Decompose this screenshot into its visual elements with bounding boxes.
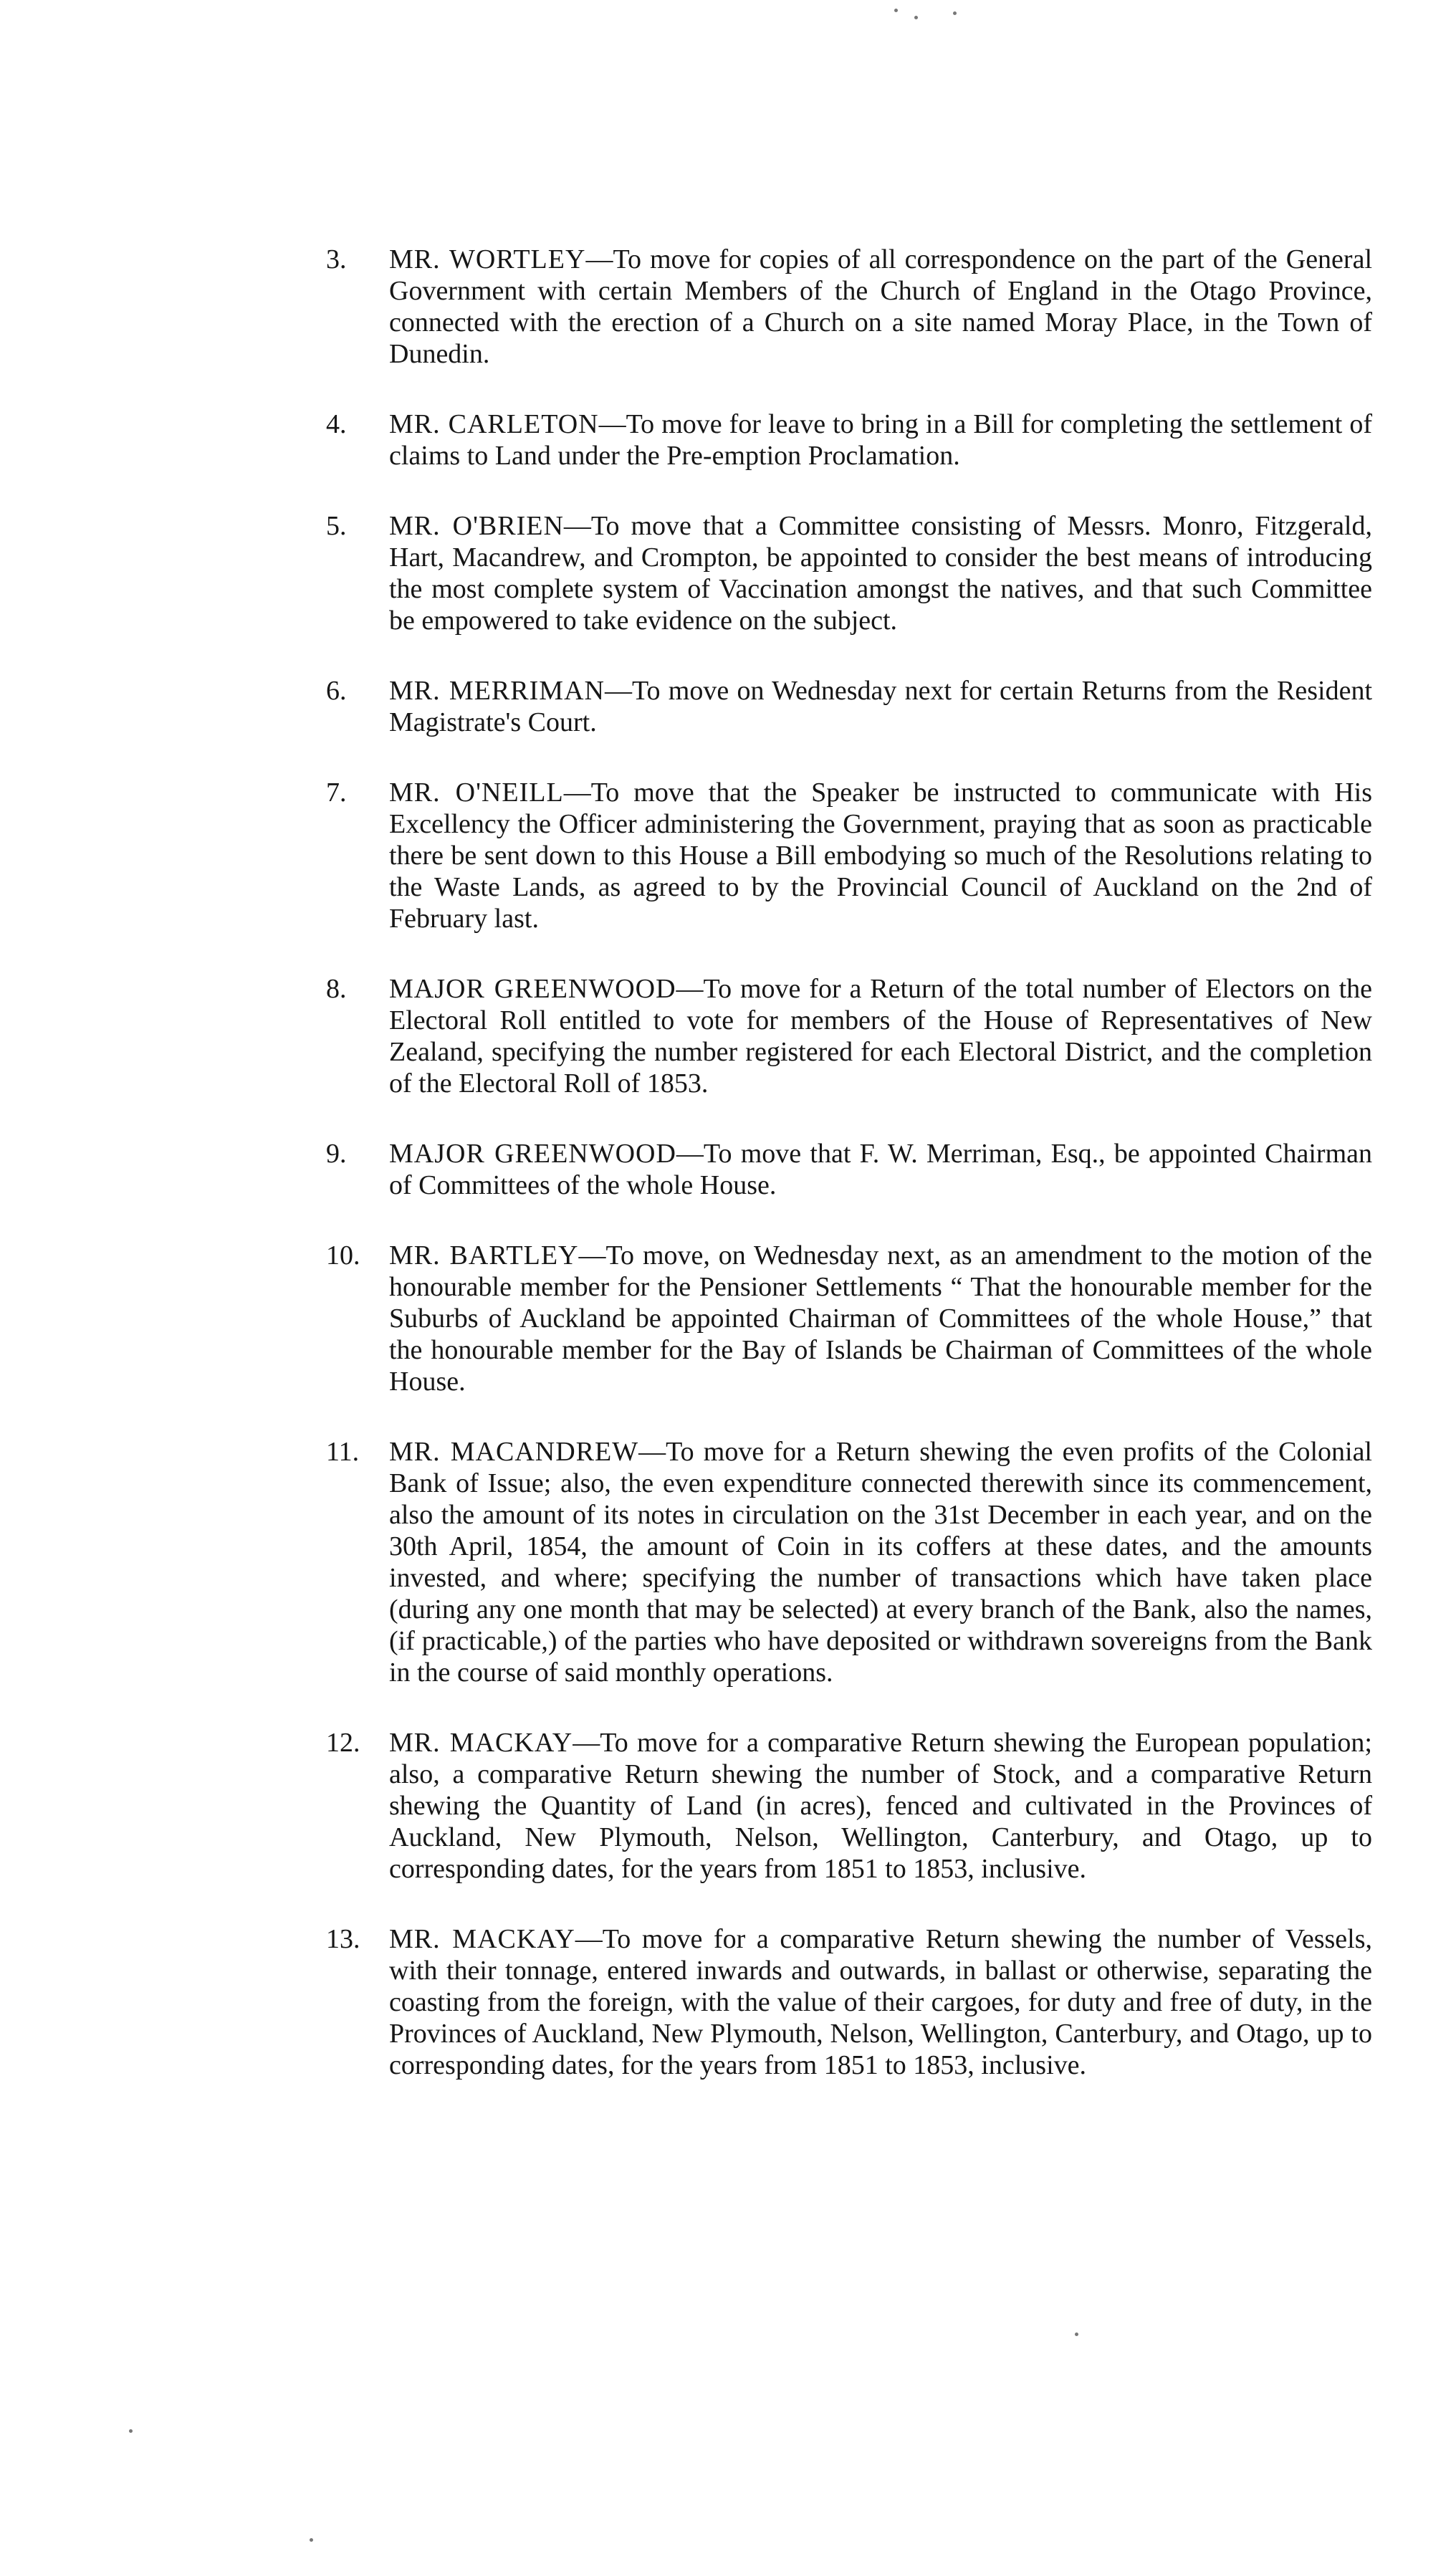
- notice-item: [326, 244, 1372, 370]
- notice-number: 4.: [326, 409, 347, 439]
- notices-of-motion-list: [326, 244, 1372, 2120]
- notice-mover: MR. MERRIMAN: [389, 676, 605, 706]
- dash: —: [575, 1924, 603, 1954]
- notice-mover: MR. MACKAY: [389, 1924, 575, 1954]
- dash: —: [676, 974, 704, 1004]
- notice-item: [326, 1138, 1372, 1201]
- notice-text: To move for a comparative Return shewing the European population; also, a comparative Return shewing the number of Stock, and a comparative Return shewing the Quantity of Land (in acres), fenced and cultivated in the Provinces of Auckland, New Plymouth, Nelson, Wellington, Canterbury, and Otago, up to corresponding dates, for the years from 1851 to 1853, inclusive.: [389, 1728, 1372, 1884]
- notice-number: 9.: [326, 1139, 347, 1169]
- notice-text: To move that F. W. Merriman, Esq., be appointed Chairman of Committees of the whole House.: [389, 1139, 1372, 1200]
- notice-text: To move for leave to bring in a Bill for completing the settlement of claims to Land under the Pre-emption Proclamation.: [389, 409, 1372, 471]
- notice-number: 3.: [326, 244, 347, 274]
- dash: —: [676, 1139, 704, 1169]
- notice-text: To move for a comparative Return shewing the number of Vessels, with their tonnage, entered inwards and outwards, in ballast or otherwise, separating the coasting from the foreign, with the value of their cargoes, for duty and free of duty, in the Provinces of Auckland, New Plymouth, Nelson, Wellington, Canterbury, and Otago, up to corresponding dates, for the years from 1851 to 1853, inclusive.: [389, 1924, 1372, 2080]
- scan-speck: [914, 16, 918, 19]
- notice-mover: MR. BARTLEY: [389, 1240, 579, 1271]
- notice-text: To move for copies of all correspondence on the part of the General Government with certain Members of the Church of England in the Otago Province, connected with the erection of a Church on a site named Moray Place, in the Town of Dunedin.: [389, 244, 1373, 369]
- notice-number: 7.: [326, 778, 347, 808]
- notice-text: To move for a Return shewing the even profits of the Colonial Bank of Issue; also, the even expenditure connected therewith since its commencement, also the amount of its notes in circulation on the 31st December in each year, and on the 30th April, 1854, the amount of Coin in its coffers at these dates, and the amounts invested, and where; specifying the number of transactions which have taken place (during any one month that may be selected) at every branch of the Bank, also the names, (if practicable,) of the parties who have deposited or withdrawn sovereigns from the Bank in the course of said monthly operations.: [389, 1437, 1372, 1688]
- notice-item: [326, 1923, 1372, 2081]
- notice-mover: MR. CARLETON: [389, 409, 599, 439]
- notice-mover: MR. MACANDREW: [389, 1437, 639, 1467]
- notice-item: [326, 973, 1372, 1099]
- notice-number: 11.: [326, 1437, 360, 1467]
- notice-item: [326, 510, 1372, 636]
- scan-speck: [310, 2538, 313, 2542]
- notice-mover: MAJOR GREENWOOD: [389, 974, 676, 1004]
- notice-number: 12.: [326, 1728, 360, 1758]
- dash: —: [573, 1728, 600, 1758]
- dash: —: [598, 409, 626, 439]
- notice-item: [326, 777, 1372, 934]
- dash: —: [604, 676, 632, 706]
- notice-mover: MR. O'BRIEN: [389, 511, 564, 541]
- notice-number: 5.: [326, 511, 347, 541]
- notice-text: To move, on Wednesday next, as an amendment to the motion of the honourable member for the Pensioner Settlements “ That the honourable member for the Suburbs of Auckland be appointed Chairman of Committees of the whole House,” that the honourable member for the Bay of Islands be Chairman of Committees of the whole House.: [389, 1240, 1372, 1397]
- notice-item: [326, 1436, 1372, 1688]
- notice-mover: MR. MACKAY: [389, 1728, 573, 1758]
- dash: —: [563, 778, 591, 808]
- notice-item: [326, 675, 1372, 738]
- dash: —: [578, 1240, 606, 1271]
- dash: —: [638, 1437, 666, 1467]
- notice-text: To move that the Speaker be instructed to communicate with His Excellency the Officer administering the Government, praying that as soon as practicable there be sent down to this House a Bill embodying so much of the Resolutions relating to the Waste Lands, as agreed to by the Provincial Council of Auckland on the 2nd of February last.: [389, 778, 1373, 934]
- notice-item: [326, 408, 1372, 472]
- notice-number: 6.: [326, 676, 347, 706]
- notice-text: To move for a Return of the total number of Electors on the Electoral Roll entitled to vote for members of the House of Representatives of New Zealand, specifying the number registered for each Electoral District, and the completion of the Electoral Roll of 1853.: [389, 974, 1373, 1099]
- notice-mover: MAJOR GREENWOOD: [389, 1139, 676, 1169]
- scan-speck: [129, 2429, 133, 2433]
- notice-number: 8.: [326, 974, 347, 1004]
- notice-item: [326, 1727, 1372, 1885]
- notice-number: 13.: [326, 1924, 360, 1954]
- notice-item: [326, 1240, 1372, 1397]
- scan-speck: [894, 9, 898, 12]
- scan-speck: [953, 11, 957, 15]
- scan-speck: [1075, 2333, 1078, 2336]
- notice-text: To move that a Committee consisting of Messrs. Monro, Fitzgerald, Hart, Macandrew, and Crompton, be appointed to consider the best means of introducing the most complete system of Vaccination amongst the natives, and that such Committee be empowered to take evidence on the subject.: [389, 511, 1372, 636]
- notice-mover: MR. O'NEILL: [389, 778, 564, 808]
- notice-number: 10.: [326, 1240, 360, 1271]
- notice-text: To move on Wednesday next for certain Returns from the Resident Magistrate's Court.: [389, 676, 1372, 737]
- notice-mover: MR. WORTLEY: [389, 244, 586, 274]
- dash: —: [585, 244, 613, 274]
- dash: —: [563, 511, 591, 541]
